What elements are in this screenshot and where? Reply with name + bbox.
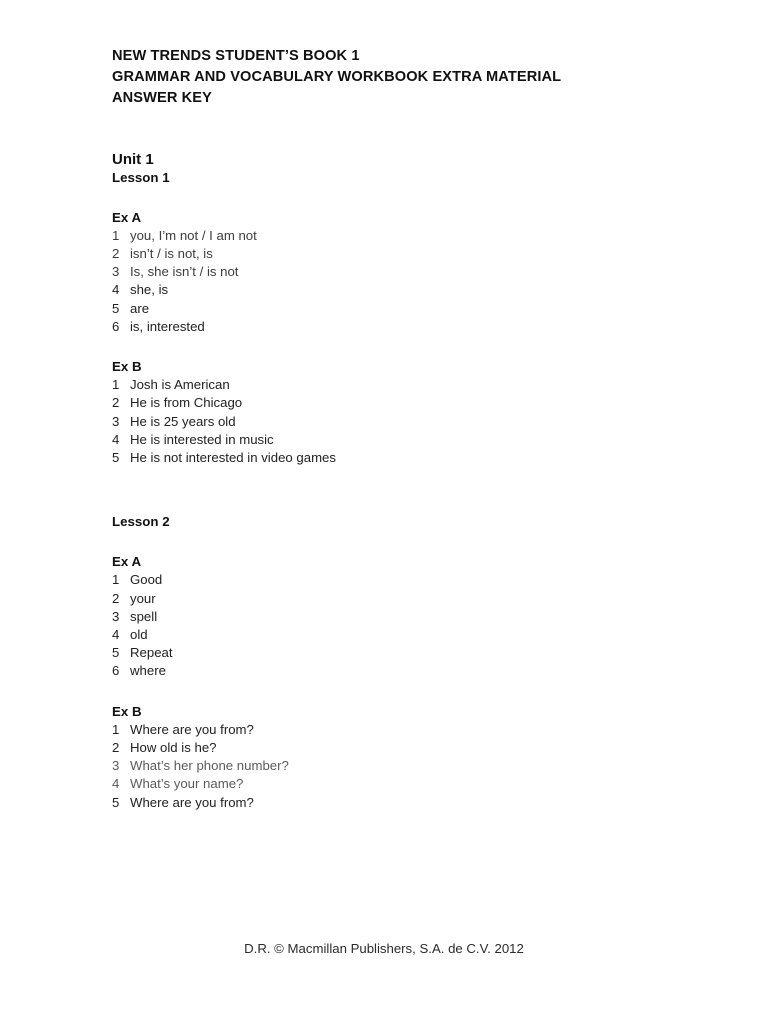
answer-item-number: 4 [112,431,120,447]
answer-item [112,626,712,644]
answer-item [112,263,712,281]
answer-item [112,571,712,589]
answer-item-number: 3 [112,413,120,429]
answer-item-number: 5 [112,450,120,466]
answer-item-text: you, I’m not / I am not [130,227,257,243]
answer-item [112,662,712,680]
answer-item-text: He is not interested in video games [130,450,336,466]
answer-item [112,245,712,263]
answer-item-text: is, interested [130,318,205,334]
answer-item-text: What’s your name? [130,776,244,792]
lesson-title: Lesson 1 [112,169,170,185]
answer-item-number: 2 [112,395,120,411]
answer-item-text: How old is he? [130,740,217,756]
answer-item-text: isn’t / is not, is [130,246,213,262]
answer-item [112,318,712,336]
answer-item-text: He is 25 years old [130,413,236,429]
answer-item-number: 1 [112,721,120,737]
exercise-block [112,703,712,812]
answer-item-number: 2 [112,740,120,756]
answer-list [112,376,712,467]
answer-item-text: He is interested in music [130,431,274,447]
answer-item-text: Repeat [130,645,173,661]
answer-item [112,775,712,793]
answer-list [112,571,712,680]
answer-item-number: 6 [112,318,120,334]
answer-list [112,721,712,812]
answer-item [112,644,712,662]
header-line-2: GRAMMAR AND VOCABULARY WORKBOOK EXTRA MATERIAL [112,69,562,86]
answer-item [112,794,712,812]
exercise-title: Ex A [112,554,142,570]
exercise-title: Ex B [112,359,142,375]
document-body [112,46,712,812]
answer-item-number: 3 [112,264,120,280]
answer-item [112,431,712,449]
answer-item-number: 1 [112,227,120,243]
answer-item [112,413,712,431]
header-line-3: ANSWER KEY [112,90,212,107]
answer-item [112,449,712,467]
answer-list [112,227,712,336]
answer-item-text: What’s her phone number? [130,758,289,774]
exercise-block [112,553,712,680]
answer-item [112,608,712,626]
answer-item-number: 5 [112,300,120,316]
answer-item-text: your [130,590,156,606]
answer-item [112,739,712,757]
answer-item [112,300,712,318]
answer-item [112,394,712,412]
answer-item-number: 5 [112,794,120,810]
answer-item-text: she, is [130,282,169,298]
answer-item-number: 3 [112,608,120,624]
answer-item [112,227,712,245]
answer-item-number: 1 [112,377,120,393]
answer-item-number: 4 [112,627,120,643]
answer-item-text: spell [130,608,158,624]
answer-item-text: Where are you from? [130,794,254,810]
answer-item [112,281,712,299]
lesson-title: Lesson 2 [112,514,170,530]
header-line-1: NEW TRENDS STUDENT’S BOOK 1 [112,48,360,64]
exercise-block [112,358,712,467]
answer-item-number: 5 [112,645,120,661]
answer-item [112,590,712,608]
answer-item-text: He is from Chicago [130,395,243,411]
answer-item-number: 4 [112,776,120,792]
answer-item-text: Josh is American [130,377,230,393]
answer-item-text: are [130,300,150,316]
answer-item [112,757,712,775]
answer-item-text: Where are you from? [130,721,254,737]
answer-item-text: Good [130,572,163,588]
exercise-title: Ex B [112,703,142,719]
lessons-container [112,169,712,812]
exercise-block [112,209,712,336]
answer-item [112,721,712,739]
answer-item [112,376,712,394]
document-header [112,46,712,110]
answer-item-text: old [130,627,148,643]
answer-item-number: 2 [112,590,120,606]
answer-item-text: where [130,663,166,679]
answer-item-number: 2 [112,246,120,262]
answer-item-number: 4 [112,282,120,298]
answer-item-number: 3 [112,758,120,774]
answer-item-number: 1 [112,572,120,588]
exercise-title: Ex A [112,209,142,225]
answer-item-text: Is, she isn’t / is not [130,264,239,280]
unit-title: Unit 1 [112,150,154,168]
page-footer: D.R. © Macmillan Publishers, S.A. de C.V. 2012 [244,941,524,956]
answer-item-number: 6 [112,663,120,679]
